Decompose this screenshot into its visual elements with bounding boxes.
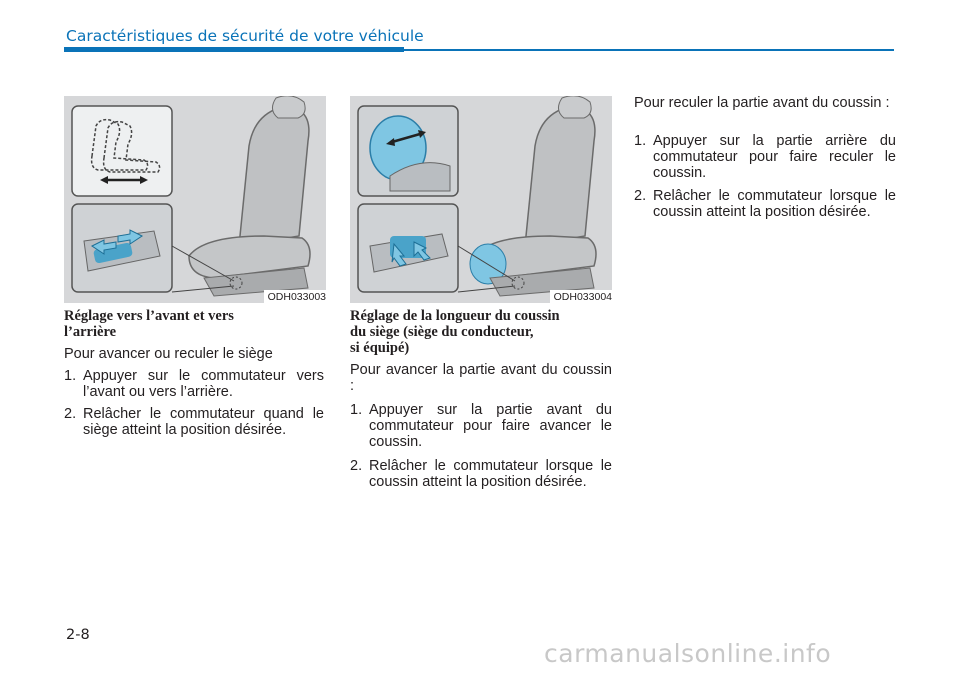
page-number: 2-8 bbox=[66, 627, 90, 643]
watermark: carmanualsonline.info bbox=[544, 639, 832, 668]
header-rule-thick bbox=[64, 47, 404, 52]
list-item: 1. Appuyer sur la partie avant du commutateur pour faire avancer le coussin. bbox=[350, 402, 612, 450]
inset-seat-outline bbox=[72, 106, 172, 196]
list-item: 2. Relâcher le commutateur lorsque le coussin atteint la position désirée. bbox=[350, 458, 612, 490]
figure-code: ODH033003 bbox=[264, 290, 326, 303]
seat-backrest bbox=[525, 108, 595, 246]
section-heading: Réglage de la longueur du coussin du siège (siège du conducteur, si équipé) bbox=[350, 308, 560, 356]
cushion-length-illustration bbox=[350, 96, 612, 303]
seat-slide-drawing bbox=[64, 96, 326, 303]
list-item: 1. Appuyer sur le commutateur vers l’avant ou vers l’arrière. bbox=[64, 368, 324, 400]
section-heading: Réglage vers l’avant et vers l’arrière bbox=[64, 308, 234, 340]
seat-backrest bbox=[239, 108, 309, 246]
seat-headrest bbox=[272, 96, 305, 118]
list-item: 2. Relâcher le commutateur quand le siège atteint la position désirée. bbox=[64, 406, 324, 438]
seat-headrest bbox=[558, 96, 591, 118]
list-item: 2. Relâcher le commutateur lorsque le coussin atteint la position désirée. bbox=[634, 188, 896, 220]
seat-slide-illustration bbox=[64, 96, 326, 303]
intro-text: Pour avancer ou reculer le siège bbox=[64, 346, 273, 362]
figure-code: ODH033004 bbox=[550, 290, 612, 303]
intro-text: Pour avancer la partie avant du coussin : bbox=[350, 362, 612, 394]
cushion-length-drawing bbox=[350, 96, 612, 303]
header-rule-thin bbox=[404, 49, 894, 51]
list-item: 1. Appuyer sur la partie arrière du commutateur pour faire reculer le coussin. bbox=[634, 133, 896, 181]
intro-text: Pour reculer la partie avant du coussin : bbox=[634, 95, 890, 111]
section-title: Caractéristiques de sécurité de votre véhicule bbox=[66, 27, 424, 45]
